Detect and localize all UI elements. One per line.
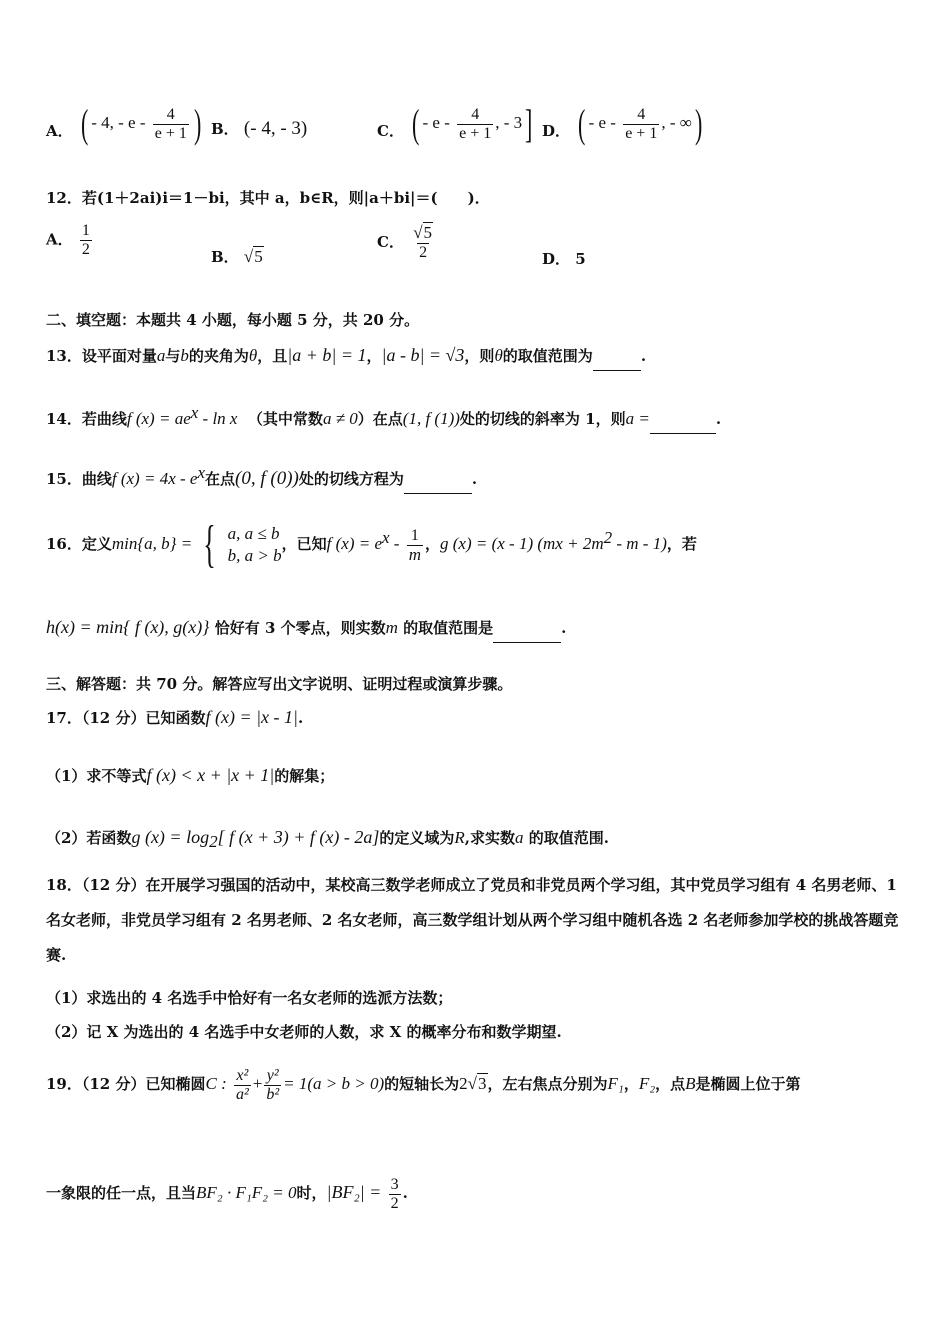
- answer-blank: [593, 356, 641, 371]
- q17-part1: （1）求不等式f (x) < x + |x + 1|的解集；: [46, 765, 335, 785]
- q16-line2: h(x) = min{ f (x), g(x)} 恰好有 3 个零点，则实数m 的取值范围是 .: [46, 612, 566, 643]
- q18-part2: （2）记 X 为选出的 4 名选手中女老师的人数，求 X 的概率分布和数学期望.: [46, 1023, 562, 1041]
- q12-stem: 12．若(1＋2ai)i＝1－bi，其中 a，b∈R，则|a＋bi|＝( )．: [46, 189, 490, 207]
- q12-option-d: D． 5: [542, 250, 586, 268]
- fraction: $\frac{4}{e + 1}$: [154, 105, 187, 142]
- answer-blank: [493, 628, 561, 643]
- q15: 15．曲线f $(x) = 4x - e^x$在点(0, f (0))处的切线方程为 .: [46, 458, 477, 494]
- q18-part1: （1）求选出的 4 名选手中恰好有一名女老师的选派方法数；: [46, 989, 453, 1007]
- q12-option-c: C． $\frac{√5}{2}$: [377, 223, 433, 261]
- section-heading-fill-in: 二、填空题：本题共 4 小题，每小题 5 分，共 20 分。: [46, 311, 420, 329]
- q14: 14．若曲线f $(x) = ae^x - \ln x$ （其中常数a ≠ 0）在点(1, f (1))处的切线的斜率为 1，则a = .: [46, 398, 721, 434]
- q13: 13．设平面对量a与b的夹角为θ，且|a + b| = 1，|a - b| = √3，则θ的取值范围为 .: [46, 340, 646, 371]
- q19-line1: 19．（12 分）已知椭圆C : $\frac{\text{x²}}{\text{a²}}$ + $\frac{\text{y²}}{\text{b²}}$ = 1(a > b > 0)的短轴长为2√3，左右焦点分别为F₁，F₂，点B是椭圆上位于第: [46, 1066, 801, 1103]
- paren-right: ): [193, 101, 202, 146]
- q12-option-b: B． √5: [211, 247, 263, 266]
- answer-blank: [650, 419, 716, 434]
- paren-left: (: [80, 101, 89, 146]
- q16-line1: 16．定义min{a, b} = { a, a ≤ b b, a > b ，已知f $(x) = e^x$ - $\frac{1}{m}$ ，g (x) = (x - 1) $(mx + 2m^2 - m - 1)$，若: [46, 516, 697, 573]
- q18-stem: 18．（12 分）在开展学习强国的活动中，某校高三数学老师成立了党员和非党员两个学习组，其中党员学习组有 4 名男老师、1 名女老师，非党员学习组有 2 名男老师、2 名女老师，高三数学组计划从两个学习组中随机各选 2 名老师参加学校的挑战答题竞赛.: [46, 876, 899, 964]
- q11-option-b: B． (- 4, - 3): [211, 118, 308, 139]
- q11-option-c: C． ( - e - $\frac{4}{e + 1}$ , - 3]: [377, 101, 533, 146]
- q19-line2: 一象限的任一点，且当BF₂ · F₁F₂ = 0时，|BF₂| = $\frac{3}{2}$ .: [46, 1175, 408, 1212]
- fraction: $\frac{4}{e + 1}$: [625, 105, 658, 142]
- answer-blank: [404, 479, 472, 494]
- option-label: A．: [46, 122, 73, 140]
- q17-stem: 17．（12 分）已知函数f (x) = |x - 1|.: [46, 707, 304, 727]
- q12-option-a: A． $\frac{1}{2}$: [46, 222, 90, 258]
- section-heading-solutions: 三、解答题：共 70 分。解答应写出文字说明、证明过程或演算步骤。: [46, 675, 513, 693]
- q11-option-a: A． ( - 4, - e - $\frac{4}{e + 1}$ ): [46, 101, 202, 146]
- q11-option-d: D． ( - e - $\frac{4}{e + 1}$ , - ∞): [542, 101, 703, 146]
- q17-part2: （2）若函数g $(x) = \log_2$[ f (x + 3) + f (x) - 2a]的定义域为R,求实数a 的取值范围.: [46, 827, 609, 851]
- fraction: $\frac{4}{e + 1}$: [459, 105, 492, 142]
